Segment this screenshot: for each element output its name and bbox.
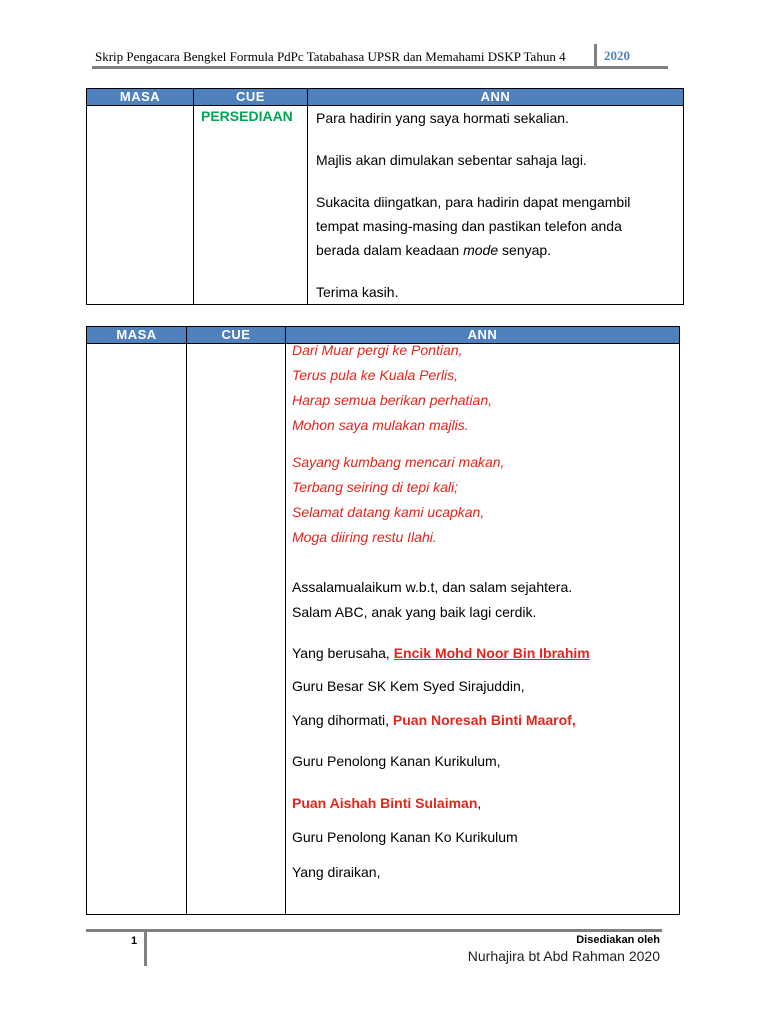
ann-line: Sukacita diingatkan, para hadirin dapat mengambil — [316, 194, 631, 210]
header-divider — [594, 44, 597, 68]
ann-cell — [286, 344, 680, 915]
ann-line: tempat masing-masing dan pastikan telefon anda — [316, 218, 622, 234]
vip-line: Yang dihormati, Puan Noresah Binti Maarof, — [292, 712, 576, 728]
greeting-line: Assalamualaikum w.b.t, dan salam sejahtera. — [292, 579, 573, 595]
cue-cell — [194, 106, 308, 305]
ann-emphasis: mode — [463, 242, 499, 258]
ann-cell — [308, 106, 684, 305]
closing-line: Yang diraikan, — [292, 864, 381, 880]
table-row — [87, 344, 680, 915]
page-number: 1 — [131, 935, 138, 947]
pantun-line: Dari Muar pergi ke Pontian, — [292, 342, 463, 358]
vip-role: Guru Penolong Kanan Kurikulum, — [292, 753, 501, 769]
pantun-line: Terbang seiring di tepi kali; — [292, 479, 459, 495]
column-header-masa: MASA — [87, 89, 194, 106]
vip-line: Yang berusaha, Encik Mohd Noor Bin Ibrahim — [292, 645, 590, 661]
pantun-line: Moga diiring restu Ilahi. — [292, 529, 437, 545]
vip-name: Encik Mohd Noor Bin Ibrahim — [393, 645, 590, 661]
greeting-line: Salam ABC, anak yang baik lagi cerdik. — [292, 604, 537, 620]
ann-line: Terima kasih. — [316, 284, 399, 300]
vip-role: Guru Besar SK Kem Syed Sirajuddin, — [292, 678, 525, 694]
table-row — [87, 106, 684, 305]
masa-cell — [87, 344, 187, 915]
prepared-by-label: Disediakan oleh — [576, 934, 660, 946]
script-table-preparation — [86, 88, 684, 305]
pantun-line: Sayang kumbang mencari makan, — [292, 454, 505, 470]
column-header-cue: CUE — [194, 89, 308, 106]
script-table-opening — [86, 326, 680, 915]
pantun-line: Harap semua berikan perhatian, — [292, 392, 493, 408]
document-header-title: Skrip Pengacara Bengkel Formula PdPc Tatabahasa UPSR dan Memahami DSKP Tahun 4 — [95, 49, 566, 64]
vip-name: Puan Aishah Binti Sulaiman — [292, 795, 478, 811]
footer-rule — [86, 929, 662, 932]
ann-line: berada dalam keadaan mode senyap. — [316, 242, 552, 258]
cue-cell — [187, 344, 286, 915]
ann-line: Majlis akan dimulakan sebentar sahaja lagi. — [316, 152, 587, 168]
column-header-cue: CUE — [187, 327, 286, 344]
cue-label: PERSEDIAAN — [201, 108, 293, 124]
header-rule — [92, 66, 668, 69]
masa-cell — [87, 106, 194, 305]
table-header-row — [87, 89, 684, 106]
vip-name: Puan Noresah Binti Maarof, — [392, 712, 576, 728]
vip-line: Puan Aishah Binti Sulaiman, — [292, 795, 482, 811]
pantun-line: Selamat datang kami ucapkan, — [292, 504, 485, 520]
header-year: 2020 — [604, 48, 630, 63]
vip-role: Guru Penolong Kanan Ko Kurikulum — [292, 829, 518, 845]
author-name: Nurhajira bt Abd Rahman 2020 — [467, 948, 660, 964]
column-header-ann: ANN — [308, 89, 684, 106]
pantun-line: Mohon saya mulakan majlis. — [292, 417, 469, 433]
column-header-ann: ANN — [286, 327, 680, 344]
pantun-line: Terus pula ke Kuala Perlis, — [292, 367, 459, 383]
footer-divider — [144, 930, 147, 966]
column-header-masa: MASA — [87, 327, 187, 344]
ann-line: Para hadirin yang saya hormati sekalian. — [316, 110, 569, 126]
